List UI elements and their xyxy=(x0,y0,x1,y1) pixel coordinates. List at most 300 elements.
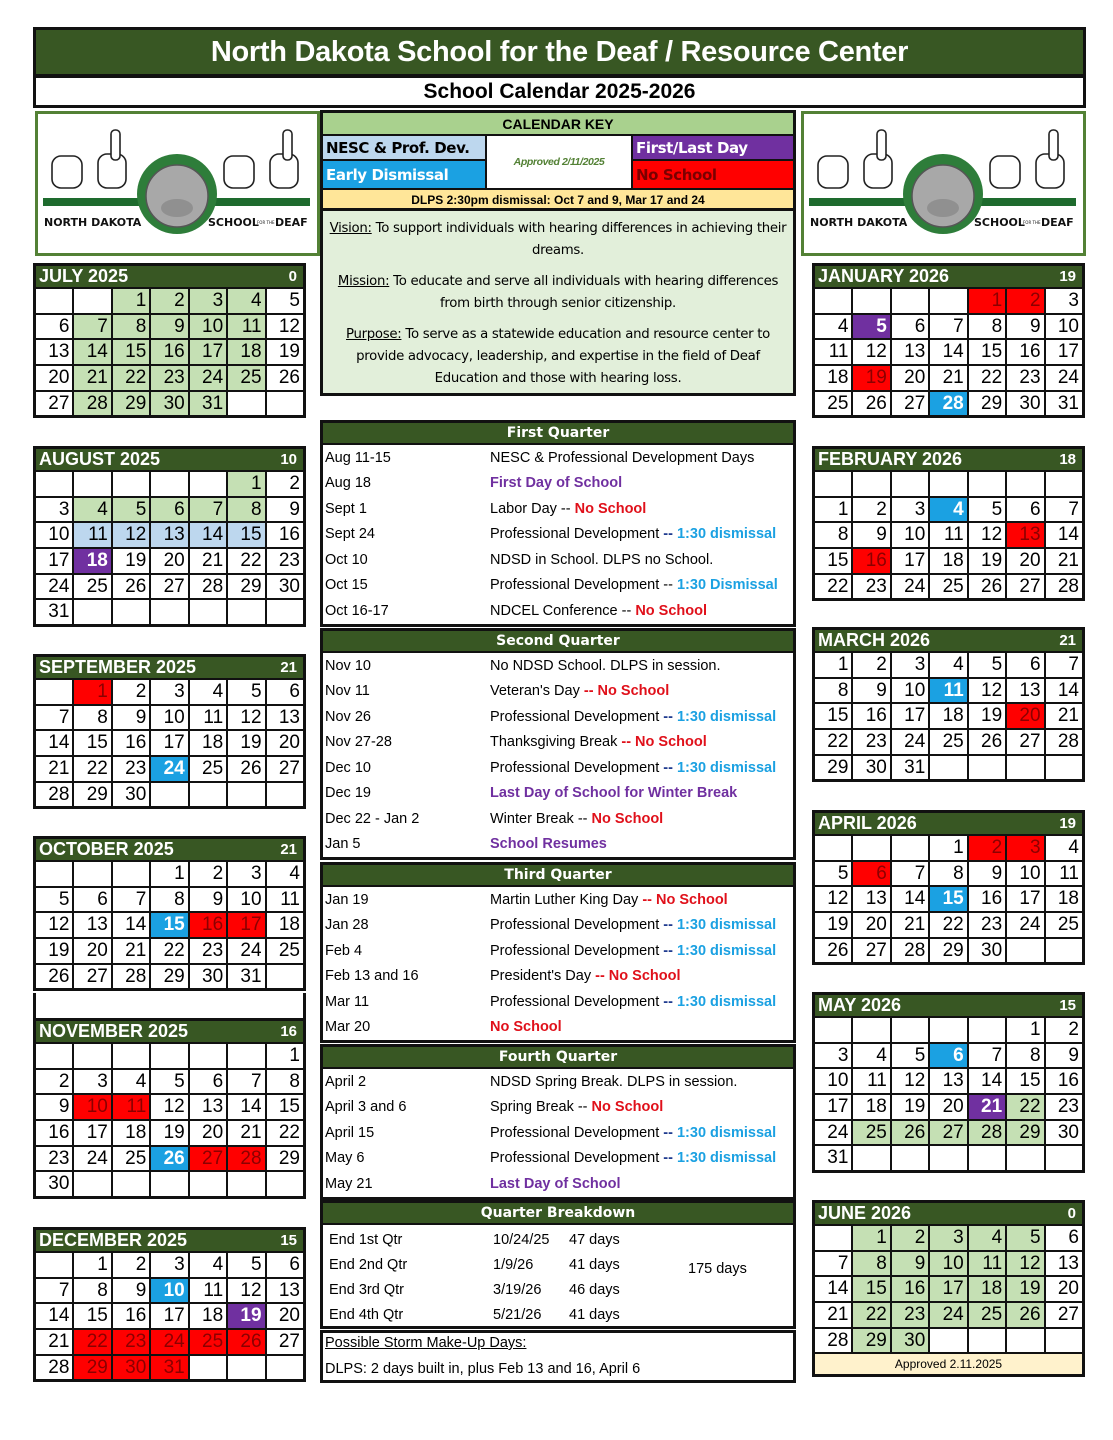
event-row xyxy=(323,832,793,858)
event-row xyxy=(323,653,793,679)
empty-day-cell xyxy=(815,472,851,496)
event-description: NDCEL Conference -- No School xyxy=(490,602,708,619)
bulldog-logo-icon xyxy=(38,114,317,253)
day-cell: 22 xyxy=(74,1330,110,1354)
day-cell: 19 xyxy=(892,1095,928,1119)
day-cell: 16 xyxy=(969,887,1005,911)
month-header xyxy=(36,1021,303,1044)
event-date: Aug 11-15 xyxy=(325,449,391,466)
day-cell: 15 xyxy=(815,549,851,573)
day-cell: 13 xyxy=(190,1095,226,1119)
day-cell: 24 xyxy=(1007,913,1043,937)
day-cell: 22 xyxy=(815,730,851,754)
key-nesc: NESC & Prof. Dev. xyxy=(323,136,487,161)
day-cell: 27 xyxy=(892,392,928,416)
day-cell: 18 xyxy=(74,549,110,573)
day-cell: 5 xyxy=(151,1070,187,1094)
day-cell: 4 xyxy=(930,498,966,522)
day-cell: 30 xyxy=(969,939,1005,963)
empty-day-cell xyxy=(969,1329,1005,1353)
day-cell: 28 xyxy=(113,965,149,989)
day-cell: 1 xyxy=(228,472,264,496)
empty-day-cell xyxy=(190,1172,226,1196)
day-cell: 1 xyxy=(74,1253,110,1277)
day-cell: 28 xyxy=(892,939,928,963)
event-row xyxy=(323,938,793,964)
day-cell: 8 xyxy=(267,1070,303,1094)
empty-day-cell xyxy=(853,1146,889,1170)
day-cell: 20 xyxy=(151,549,187,573)
day-cell: 5 xyxy=(228,1253,264,1277)
day-cell: 10 xyxy=(36,523,72,547)
day-cell: 30 xyxy=(113,1356,149,1380)
day-cell: 15 xyxy=(151,913,187,937)
key-first-last-day: First/Last Day xyxy=(631,136,793,161)
day-cell: 6 xyxy=(1007,653,1043,677)
day-cell: 15 xyxy=(113,340,149,364)
event-date: Jan 28 xyxy=(325,917,369,934)
month-july-2025 xyxy=(33,263,306,418)
day-cell: 6 xyxy=(930,1044,966,1068)
day-cell: 28 xyxy=(1046,730,1082,754)
event-date: Oct 15 xyxy=(325,577,368,594)
day-cell: 24 xyxy=(815,1121,851,1145)
empty-day-cell xyxy=(36,1253,72,1277)
day-cell: 2 xyxy=(190,862,226,886)
empty-day-cell xyxy=(1046,1329,1082,1353)
empty-day-cell xyxy=(930,1329,966,1353)
day-cell: 3 xyxy=(892,498,928,522)
event-date: May 21 xyxy=(325,1175,373,1192)
day-cell: 31 xyxy=(190,392,226,416)
day-cell: 10 xyxy=(1046,315,1082,339)
day-cell: 17 xyxy=(1046,340,1082,364)
event-row xyxy=(323,679,793,705)
day-cell: 2 xyxy=(113,680,149,704)
event-date: Dec 22 - Jan 2 xyxy=(325,810,420,827)
event-date: April 15 xyxy=(325,1124,375,1141)
day-cell: 4 xyxy=(267,862,303,886)
empty-day-cell xyxy=(36,1044,72,1068)
day-cell: 18 xyxy=(228,340,264,364)
month-name: JULY 2025 xyxy=(39,266,129,286)
day-grid xyxy=(815,1226,1082,1352)
day-cell: 7 xyxy=(36,706,72,730)
quarter-second xyxy=(320,628,796,860)
day-cell: 9 xyxy=(113,1279,149,1303)
day-cell: 1 xyxy=(853,1226,889,1250)
event-row xyxy=(323,781,793,807)
empty-day-cell xyxy=(151,472,187,496)
day-cell: 3 xyxy=(151,680,187,704)
day-cell: 4 xyxy=(815,315,851,339)
storm-makeup-days xyxy=(320,1330,796,1383)
day-cell: 20 xyxy=(930,1095,966,1119)
day-cell: 31 xyxy=(151,1356,187,1380)
day-cell: 6 xyxy=(151,498,187,522)
day-cell: 14 xyxy=(190,523,226,547)
day-cell: 6 xyxy=(1007,498,1043,522)
day-cell: 8 xyxy=(74,1279,110,1303)
day-cell: 27 xyxy=(1046,1303,1082,1327)
empty-day-cell xyxy=(267,965,303,989)
day-cell: 23 xyxy=(1007,366,1043,390)
event-date: Jan 19 xyxy=(325,891,369,908)
event-description: No School xyxy=(490,1019,562,1036)
day-cell: 20 xyxy=(1007,549,1043,573)
quarter-fourth xyxy=(320,1044,796,1200)
day-cell: 20 xyxy=(892,366,928,390)
event-row xyxy=(323,1015,793,1041)
quarter-title: Third Quarter xyxy=(323,865,793,887)
month-name: MAY 2026 xyxy=(818,995,902,1015)
day-cell: 26 xyxy=(969,730,1005,754)
event-description: NESC & Professional Development Days xyxy=(490,449,755,466)
svg-text:NORTH DAKOTA: NORTH DAKOTA xyxy=(44,216,142,229)
day-cell: 5 xyxy=(36,888,72,912)
day-cell: 19 xyxy=(228,731,264,755)
event-row xyxy=(323,704,793,730)
event-date: Mar 20 xyxy=(325,1019,371,1036)
day-cell: 1 xyxy=(1007,1018,1043,1042)
day-cell: 7 xyxy=(1046,653,1082,677)
empty-day-cell xyxy=(892,472,928,496)
day-cell: 7 xyxy=(815,1252,851,1276)
day-cell: 31 xyxy=(892,756,928,780)
day-cell: 21 xyxy=(930,366,966,390)
day-cell: 1 xyxy=(113,289,149,313)
day-cell: 18 xyxy=(969,1277,1005,1301)
event-description: Labor Day -- No School xyxy=(490,500,647,517)
day-cell: 30 xyxy=(36,1172,72,1196)
event-date: Dec 10 xyxy=(325,759,371,776)
day-cell: 16 xyxy=(190,913,226,937)
day-cell: 7 xyxy=(190,498,226,522)
day-cell: 22 xyxy=(151,939,187,963)
day-cell: 24 xyxy=(1046,366,1082,390)
event-description: Professional Development -- 1:30 dismissal xyxy=(490,708,777,725)
day-cell: 13 xyxy=(74,913,110,937)
day-cell: 23 xyxy=(113,1330,149,1354)
month-header xyxy=(815,813,1082,836)
event-description: Professional Development -- 1:30 dismissal xyxy=(490,917,777,934)
empty-day-cell xyxy=(190,783,226,807)
day-cell: 15 xyxy=(930,887,966,911)
empty-day-cell xyxy=(1007,1329,1043,1353)
day-cell: 21 xyxy=(113,939,149,963)
svg-text:DEAF: DEAF xyxy=(275,216,308,229)
event-row xyxy=(323,913,793,939)
empty-day-cell xyxy=(1046,472,1082,496)
event-date: Oct 16-17 xyxy=(325,602,389,619)
day-cell: 4 xyxy=(190,680,226,704)
month-name: JANUARY 2026 xyxy=(818,266,950,286)
svg-text:FOR THE: FOR THE xyxy=(257,220,275,225)
day-cell: 30 xyxy=(267,575,303,599)
day-cell: 28 xyxy=(190,575,226,599)
day-cell: 28 xyxy=(74,392,110,416)
day-cell: 24 xyxy=(36,575,72,599)
day-cell: 11 xyxy=(1046,862,1082,886)
day-cell: 8 xyxy=(930,862,966,886)
quarter-title: Fourth Quarter xyxy=(323,1047,793,1069)
event-date: Aug 18 xyxy=(325,475,371,492)
empty-day-cell xyxy=(1046,756,1082,780)
day-cell: 24 xyxy=(892,730,928,754)
empty-day-cell xyxy=(228,392,264,416)
day-cell: 12 xyxy=(113,523,149,547)
empty-day-cell xyxy=(151,1044,187,1068)
event-row xyxy=(323,573,793,599)
event-date: Sept 1 xyxy=(325,500,367,517)
day-cell: 16 xyxy=(267,523,303,547)
day-cell: 30 xyxy=(892,1329,928,1353)
day-cell: 3 xyxy=(190,289,226,313)
day-cell: 10 xyxy=(815,1069,851,1093)
day-cell: 5 xyxy=(892,1044,928,1068)
empty-day-cell xyxy=(1046,1146,1082,1170)
day-cell: 16 xyxy=(1046,1069,1082,1093)
empty-day-cell xyxy=(190,1044,226,1068)
day-cell: 2 xyxy=(892,1226,928,1250)
breakdown-title: Quarter Breakdown xyxy=(323,1203,793,1225)
day-cell: 30 xyxy=(1007,392,1043,416)
empty-day-cell xyxy=(36,472,72,496)
day-cell: 27 xyxy=(151,575,187,599)
month-header xyxy=(36,266,303,289)
empty-day-cell xyxy=(228,1172,264,1196)
month-december-2025 xyxy=(33,1227,306,1382)
empty-day-cell xyxy=(267,1356,303,1380)
day-cell: 2 xyxy=(267,472,303,496)
day-grid xyxy=(815,1018,1082,1170)
day-cell: 22 xyxy=(74,757,110,781)
day-cell: 29 xyxy=(74,783,110,807)
day-cell: 20 xyxy=(1007,704,1043,728)
day-cell: 7 xyxy=(228,1070,264,1094)
day-cell: 20 xyxy=(853,913,889,937)
day-cell: 28 xyxy=(815,1329,851,1353)
day-cell: 6 xyxy=(267,680,303,704)
event-description: No NDSD School. DLPS in session. xyxy=(490,657,721,674)
day-cell: 3 xyxy=(228,862,264,886)
event-description: Last Day of School for Winter Break xyxy=(490,785,738,802)
school-logo-right xyxy=(801,111,1086,256)
key-no-school: No School xyxy=(631,161,793,188)
empty-day-cell xyxy=(969,1146,1005,1170)
month-header xyxy=(815,266,1082,289)
month-november-2025 xyxy=(33,1018,306,1199)
empty-day-cell xyxy=(74,600,110,624)
day-cell: 27 xyxy=(1007,730,1043,754)
event-row xyxy=(323,806,793,832)
day-cell: 25 xyxy=(969,1303,1005,1327)
empty-day-cell xyxy=(190,1356,226,1380)
empty-day-cell xyxy=(853,289,889,313)
day-cell: 18 xyxy=(190,731,226,755)
empty-day-cell xyxy=(228,600,264,624)
empty-day-cell xyxy=(969,472,1005,496)
empty-day-cell xyxy=(267,783,303,807)
day-cell: 12 xyxy=(267,315,303,339)
event-row xyxy=(323,598,793,624)
school-day-count: 0 xyxy=(288,268,297,285)
day-cell: 29 xyxy=(151,965,187,989)
empty-day-cell xyxy=(853,472,889,496)
day-cell: 10 xyxy=(190,315,226,339)
day-cell: 1 xyxy=(74,680,110,704)
day-cell: 11 xyxy=(267,888,303,912)
day-cell: 8 xyxy=(74,706,110,730)
day-cell: 11 xyxy=(930,523,966,547)
day-cell: 3 xyxy=(36,498,72,522)
day-cell: 18 xyxy=(113,1121,149,1145)
empty-day-cell xyxy=(36,680,72,704)
day-cell: 17 xyxy=(36,549,72,573)
month-header xyxy=(815,449,1082,472)
day-cell: 22 xyxy=(853,1303,889,1327)
day-cell: 11 xyxy=(74,523,110,547)
event-date: Jan 5 xyxy=(325,836,361,853)
school-day-count: 15 xyxy=(1059,997,1076,1014)
day-cell: 23 xyxy=(36,1147,72,1171)
page-title: North Dakota School for the Deaf / Resource Center xyxy=(33,27,1086,77)
day-cell: 29 xyxy=(1007,1121,1043,1145)
month-header xyxy=(815,1203,1082,1226)
day-cell: 11 xyxy=(190,1279,226,1303)
month-name: NOVEMBER 2025 xyxy=(39,1021,189,1041)
event-description: President's Day -- No School xyxy=(490,968,681,985)
event-description: NDSD Spring Break. DLPS in session. xyxy=(490,1073,738,1090)
day-cell: 8 xyxy=(815,679,851,703)
event-row xyxy=(323,1120,793,1146)
day-cell: 26 xyxy=(36,965,72,989)
empty-day-cell xyxy=(74,1044,110,1068)
day-cell: 18 xyxy=(1046,887,1082,911)
day-cell: 9 xyxy=(969,862,1005,886)
day-cell: 11 xyxy=(228,315,264,339)
day-cell: 2 xyxy=(969,836,1005,860)
empty-day-cell xyxy=(815,836,851,860)
empty-day-cell xyxy=(267,1172,303,1196)
empty-day-cell xyxy=(74,472,110,496)
key-dlps-dismissal: DLPS 2:30pm dismissal: Oct 7 and 9, Mar 17 and 24 xyxy=(323,188,793,210)
day-cell: 15 xyxy=(853,1277,889,1301)
day-cell: 14 xyxy=(36,1304,72,1328)
empty-day-cell xyxy=(1007,939,1043,963)
mission-statement: Mission: To educate and serve all individuals with hearing differences from birth through senior citizenship. xyxy=(337,274,779,311)
day-cell: 20 xyxy=(267,731,303,755)
approved-note: Approved 2.11.2025 xyxy=(815,1352,1082,1374)
day-cell: 26 xyxy=(1007,1303,1043,1327)
day-cell: 22 xyxy=(228,549,264,573)
event-row xyxy=(323,1146,793,1172)
day-cell: 16 xyxy=(853,549,889,573)
empty-day-cell xyxy=(1007,756,1043,780)
event-description: Professional Development -- 1:30 dismissal xyxy=(490,1150,777,1167)
month-august-2025 xyxy=(33,446,306,627)
event-date: May 6 xyxy=(325,1150,365,1167)
day-cell: 18 xyxy=(853,1095,889,1119)
day-cell: 5 xyxy=(969,498,1005,522)
event-description: School Resumes xyxy=(490,836,607,853)
svg-text:DEAF: DEAF xyxy=(1041,216,1074,229)
day-cell: 24 xyxy=(190,366,226,390)
svg-text:SCHOOL: SCHOOL xyxy=(974,216,1025,229)
month-february-2026 xyxy=(812,446,1085,601)
day-cell: 13 xyxy=(36,340,72,364)
day-cell: 16 xyxy=(853,704,889,728)
month-june-2026 xyxy=(812,1200,1085,1377)
day-cell: 30 xyxy=(151,392,187,416)
day-cell: 26 xyxy=(228,1330,264,1354)
day-cell: 30 xyxy=(1046,1121,1082,1145)
day-cell: 27 xyxy=(930,1121,966,1145)
day-cell: 21 xyxy=(892,913,928,937)
day-cell: 27 xyxy=(267,757,303,781)
empty-day-cell xyxy=(267,392,303,416)
day-cell: 9 xyxy=(151,315,187,339)
empty-day-cell xyxy=(892,836,928,860)
day-cell: 22 xyxy=(815,575,851,599)
day-cell: 25 xyxy=(930,730,966,754)
day-cell: 1 xyxy=(930,836,966,860)
day-cell: 19 xyxy=(853,366,889,390)
event-description: Winter Break -- No School xyxy=(490,810,664,827)
day-cell: 23 xyxy=(190,939,226,963)
empty-day-cell xyxy=(969,1018,1005,1042)
day-cell: 22 xyxy=(969,366,1005,390)
day-cell: 29 xyxy=(969,392,1005,416)
day-cell: 25 xyxy=(930,575,966,599)
day-cell: 14 xyxy=(228,1095,264,1119)
day-cell: 9 xyxy=(1046,1044,1082,1068)
day-cell: 26 xyxy=(815,939,851,963)
day-cell: 19 xyxy=(969,549,1005,573)
day-cell: 16 xyxy=(113,1304,149,1328)
day-cell: 23 xyxy=(892,1303,928,1327)
month-name: SEPTEMBER 2025 xyxy=(39,657,197,677)
day-grid xyxy=(36,1253,303,1379)
event-row xyxy=(323,730,793,756)
day-cell: 4 xyxy=(228,289,264,313)
mission-statements xyxy=(320,208,796,396)
day-cell: 16 xyxy=(151,340,187,364)
month-name: MARCH 2026 xyxy=(818,630,931,650)
day-grid xyxy=(815,653,1082,779)
day-cell: 3 xyxy=(1007,836,1043,860)
day-cell: 29 xyxy=(74,1356,110,1380)
day-cell: 10 xyxy=(151,1279,187,1303)
school-day-count: 19 xyxy=(1059,268,1076,285)
empty-day-cell xyxy=(113,1044,149,1068)
day-cell: 23 xyxy=(853,575,889,599)
day-cell: 25 xyxy=(267,939,303,963)
day-cell: 6 xyxy=(74,888,110,912)
month-header xyxy=(815,995,1082,1018)
day-cell: 14 xyxy=(74,340,110,364)
event-description: Thanksgiving Break -- No School xyxy=(490,734,707,751)
empty-day-cell xyxy=(930,472,966,496)
day-cell: 17 xyxy=(151,731,187,755)
day-cell: 15 xyxy=(267,1095,303,1119)
quarter-third xyxy=(320,862,796,1043)
day-cell: 24 xyxy=(930,1303,966,1327)
day-cell: 10 xyxy=(74,1095,110,1119)
day-cell: 20 xyxy=(74,939,110,963)
event-date: April 2 xyxy=(325,1073,367,1090)
day-cell: 20 xyxy=(190,1121,226,1145)
